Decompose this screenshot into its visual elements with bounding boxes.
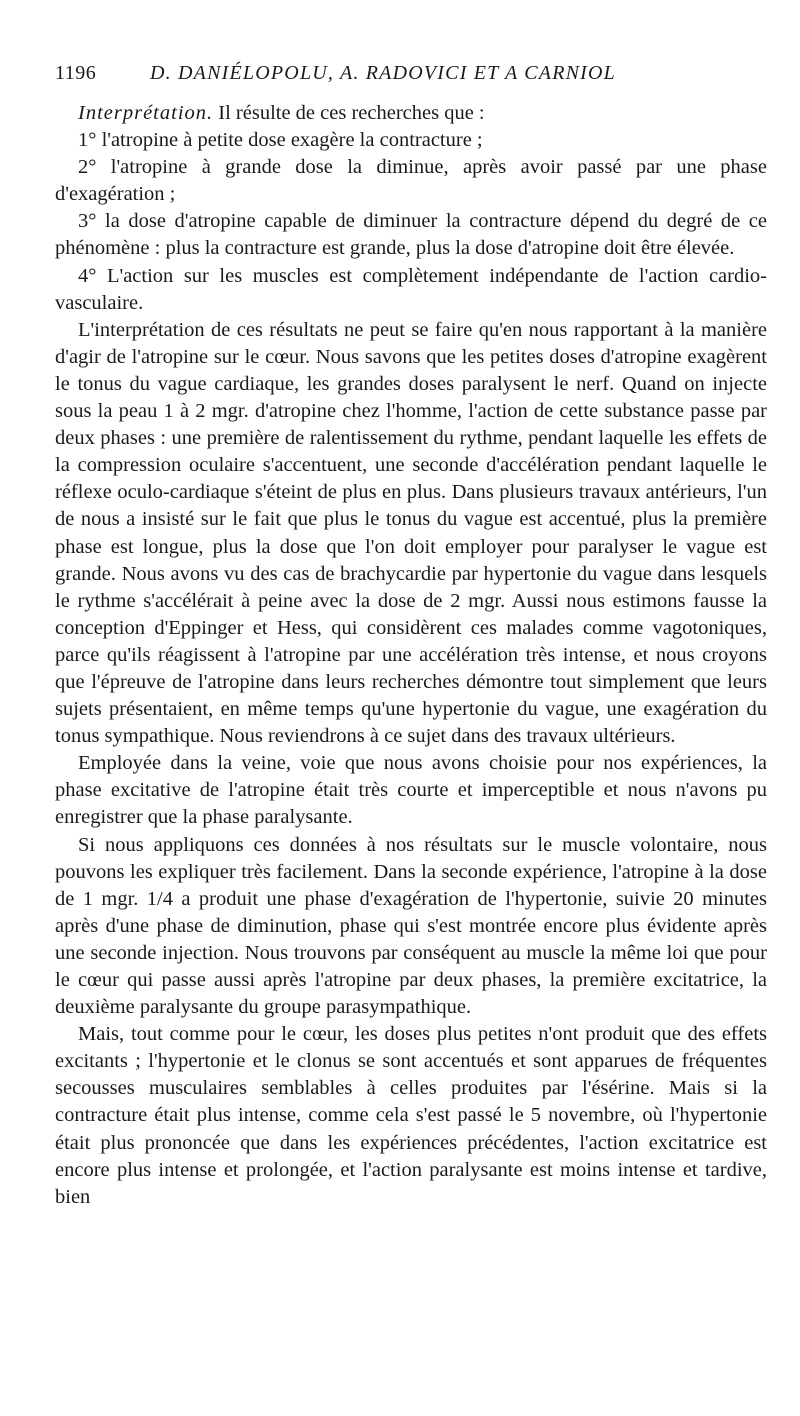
paragraph-point-1: 1° l'atropine à petite dose exagère la contracture ; — [78, 129, 483, 152]
paragraph-muscle: Si nous appliquons ces données à nos résultats sur le muscle volontaire, nous pouvons les expliquer très facilement. Dans la seconde expérience, l'atropine à la dose de 1 mgr. 1/4 a produit une phase d'exagération de l'hypertonie, suivie 20 minutes après d'une phase de diminution, phase qui s'est montrée encore plus évidente après une seconde injection. Nous trouvons par conséquent au muscle la même loi que pour le cœur qui passe aussi après l'atropine par deux phases, la première excitatrice, la deuxième paralysante du groupe parasympathique. — [55, 833, 767, 1019]
paragraph-small-doses: Mais, tout comme pour le cœur, les doses plus petites n'ont produit que des effets excitants ; l'hypertonie et le clonus se sont accentués et sont apparues de fréquentes secousses musculaires semblables à celles produites par l'ésérine. Mais si la contracture était plus intense, comme cela s'est passé le 5 novembre, où l'hypertonie était plus prononcée que dans les expériences précédentes, l'action excitatrice est encore plus intense et prolongée, et l'action paralysante est moins intense et tardive, bien — [55, 1023, 767, 1208]
paragraph-point-3: 3° la dose d'atropine capable de diminuer la contracture dépend du degré de ce phénomène : plus la contracture est grande, plus la dose d'atropine doit être élevée. — [55, 210, 767, 260]
section-lead: Interprétation. — [78, 102, 214, 124]
running-head: D. DANIÉLOPOLU, A. RADOVICI ET A CARNIOL — [150, 62, 616, 84]
document-page — [55, 58, 767, 1211]
paragraph-text: Il résulte de ces recherches que : — [213, 102, 485, 124]
paragraph-point-4: 4° L'action sur les muscles est complètement indépendante de l'action cardio-vasculaire. — [55, 264, 767, 314]
paragraph-atropine-heart: L'interprétation de ces résultats ne peut se faire qu'en nous rapportant à la manière d'agir de l'atropine sur le cœur. Nous savons que les petites doses d'atropine exagèrent le tonus du vague cardiaque, les grandes doses paralysent le nerf. Quand on injecte sous la peau 1 à 2 mgr. d'atropine chez l'homme, l'action de cette substance passe par deux phases : une première de ralentissement du rythme, pendant laquelle les effets de la compression oculaire s'accentuent, une seconde d'accélération pendant laquelle le réflexe oculo-cardiaque s'éteint de plus en plus. Dans plusieurs travaux antérieurs, l'un de nous a insisté sur le fait que plus le tonus du vague est accentué, plus la première phase est longue, plus la dose que l'on doit employer pour paralyser le vague est grande. Nous avons vu des cas de brachycardie par hypertonie du vague dans lesquels le rythme s'accélérait à peine avec la dose de 2 mgr. Aussi nous estimons fausse la conception d'Eppinger et Hess, qui considèrent ces malades comme vagotoniques, parce qu'ils réagissent à l'atropine par une accélération très intense, et nous croyons que l'épreuve de l'atropine dans leurs recherches démontre tout simplement que leurs sujets présentaient, en même temps qu'une hypertonie du vague, une exagération du tonus sympathique. Nous reviendrons à ce sujet dans des travaux ultérieurs. — [55, 318, 767, 748]
page-header — [55, 58, 767, 88]
paragraph-interpretation — [55, 100, 767, 127]
paragraph-vein: Employée dans la veine, voie que nous avons choisie pour nos expériences, la phase excitative de l'atropine était très courte et imperceptible et nous n'avons pu enregistrer que la phase paralysante. — [55, 752, 767, 829]
body-text — [55, 100, 767, 1211]
paragraph-point-2: 2° l'atropine à grande dose la diminue, après avoir passé par une phase d'exagération ; — [55, 156, 767, 206]
page-number: 1196 — [55, 62, 97, 84]
